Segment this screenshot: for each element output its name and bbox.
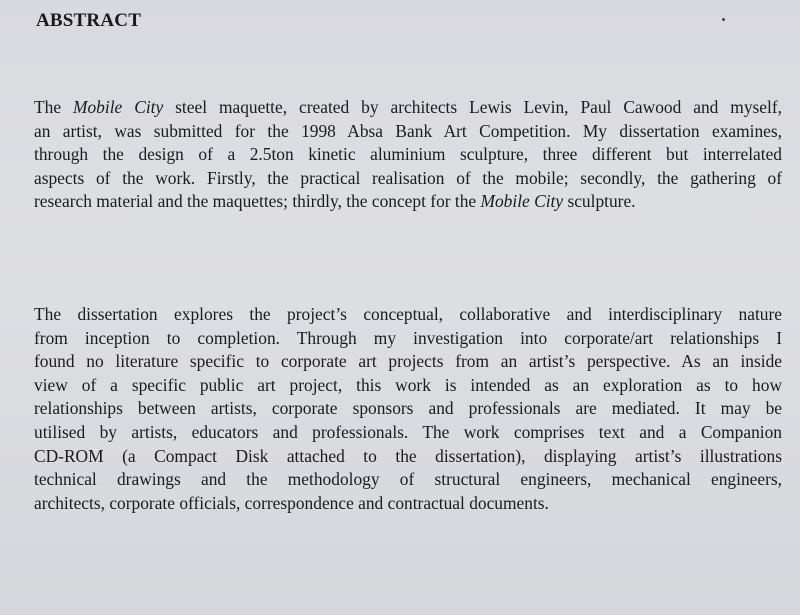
- work-title-italic: Mobile City: [480, 191, 564, 211]
- paragraph-line: utilised by artists, educators and professionals. The work comprises text and a Companion: [34, 421, 782, 442]
- paragraph-line: [34, 190, 782, 214]
- paragraph-line: view of a specific public art project, this work is intended as an exploration as to how: [34, 374, 782, 395]
- paper-speck: [722, 18, 725, 21]
- paragraph-line: The dissertation explores the project’s conceptual, collaborative and interdisciplinary nature: [34, 304, 782, 324]
- text-run: sculpture.: [563, 191, 636, 211]
- work-title-italic: Mobile City: [73, 97, 164, 117]
- abstract-paragraph-2: [34, 303, 782, 515]
- paragraph-line: an artist, was submitted for the 1998 Absa Bank Art Competition. My dissertation examines,: [34, 120, 782, 141]
- abstract-paragraph-1: [34, 96, 782, 214]
- text-run: steel maquette, created by architects Lewis Levin, Paul Cawood and myself,: [163, 97, 782, 117]
- paragraph-line: architects, corporate officials, correspondence and contractual documents.: [34, 492, 549, 513]
- abstract-heading: ABSTRACT: [36, 10, 142, 31]
- paragraph-line: found no literature specific to corporate art projects from an artist’s perspective. As an inside: [34, 351, 782, 372]
- paragraph-line: technical drawings and the methodology of structural engineers, mechanical engineers,: [34, 469, 782, 490]
- paragraph-line: [34, 96, 782, 120]
- paragraph-line: relationships between artists, corporate sponsors and professionals are mediated. It may be: [34, 398, 782, 419]
- paragraph-line: from inception to completion. Through my investigation into corporate/art relationships I: [34, 327, 782, 348]
- paragraph-line: aspects of the work. Firstly, the practical realisation of the mobile; secondly, the gathering of: [34, 167, 782, 188]
- paragraph-line: through the design of a 2.5ton kinetic aluminium sculpture, three different but interrelated: [34, 144, 782, 164]
- paragraph-line: CD-ROM (a Compact Disk attached to the dissertation), displaying artist’s illustrations: [34, 445, 782, 466]
- text-run: research material and the maquettes; thirdly, the concept for the: [34, 191, 481, 211]
- text-run: The: [34, 97, 73, 117]
